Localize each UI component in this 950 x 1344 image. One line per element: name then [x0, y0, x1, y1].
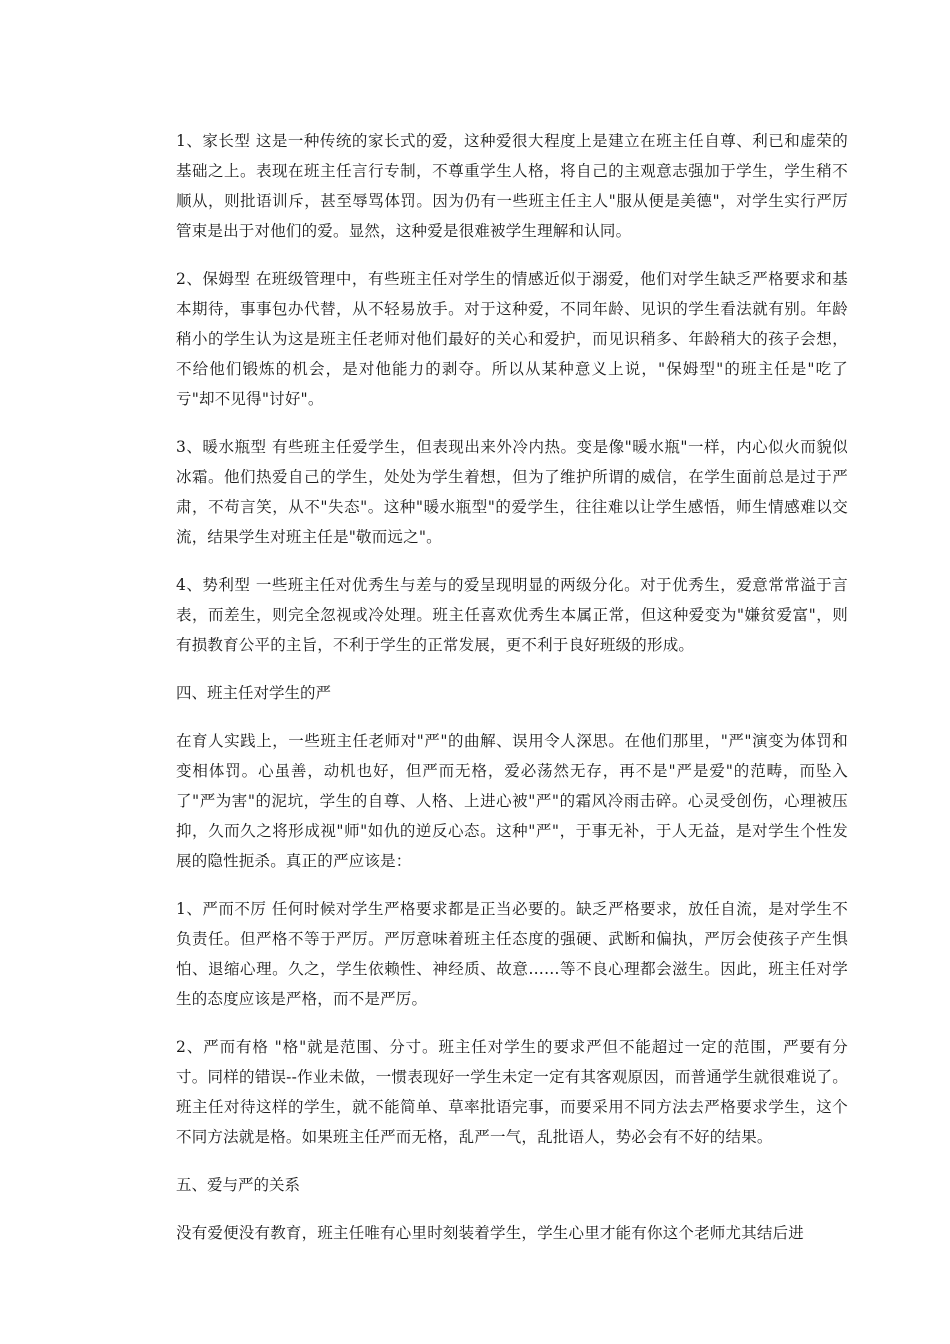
paragraph-strict-with-limits: 2、严而有格 "格"就是范围、分寸。班主任对学生的要求严但不能超过一定的范围，严要有分寸。同样的错误--作业未做，一惯表现好一学生未定一定有其客观原因，而普通学生就很难说了。班主任对待这样的学生，就不能简单、草率批语完事，而要采用不同方法去严格要求学生，这个不同方法就是格。如果班主任严而无格，乱严一气，乱批语人，势必会有不好的结果。 — [176, 1038, 848, 1146]
paragraph-snobbish-type: 4、势利型 一些班主任对优秀生与差与的爱呈现明显的两级分化。对于优秀生，爱意常常溢于言表，而差生，则完全忽视或冷处理。班主任喜欢优秀生本属正常，但这种爱变为"嫌贫爱富"，则有损教育公平的主旨，不利于学生的正常发展，更不利于良好班级的形成。 — [176, 576, 848, 654]
document-body — [176, 126, 848, 1266]
paragraph-no-love-no-education: 没有爱便没有教育，班主任唯有心里时刻装着学生，学生心里才能有你这个老师尤其结后进 — [176, 1224, 805, 1242]
paragraph-thermos-type: 3、暖水瓶型 有些班主任爱学生，但表现出来外冷内热。变是像"暖水瓶"一样，内心似火而貌似冰霜。他们热爱自己的学生，处处为学生着想，但为了维护所谓的威信，在学生面前总是过于严肃，不苟言笑，从不"失态"。这种"暖水瓶型"的爱学生，往往难以让学生感悟，师生情感难以交流，结果学生对班主任是"敬而远之"。 — [176, 438, 848, 546]
paragraph-strict-not-harsh: 1、严而不厉 任何时候对学生严格要求都是正当必要的。缺乏严格要求，放任自流，是对学生不负责任。但严格不等于严厉。严厉意味着班主任态度的强硬、武断和偏执，严厉会使孩子产生惧怕、退缩心理。久之，学生依赖性、神经质、故意……等不良心理都会滋生。因此，班主任对学生的态度应该是严格，而不是严厉。 — [176, 900, 848, 1008]
paragraph-strictness-intro: 在育人实践上，一些班主任老师对"严"的曲解、误用令人深思。在他们那里，"严"演变为体罚和变相体罚。心虽善，动机也好，但严而无格，爱必荡然无存，再不是"严是爱"的范畴，而坠入了"严为害"的泥坑，学生的自尊、人格、上进心被"严"的霜风冷雨击碎。心灵受创伤，心理被压抑，久而久之将形成视"师"如仇的逆反心态。这种"严"，于事无补，于人无益，是对学生个性发展的隐性扼杀。真正的严应该是： — [176, 732, 848, 870]
paragraph-parent-type: 1、家长型 这是一种传统的家长式的爱，这种爱很大程度上是建立在班主任自尊、利已和虚荣的基础之上。表现在班主任言行专制，不尊重学生人格，将自己的主观意志强加于学生，学生稍不顺从，则批语训斥，甚至辱骂体罚。因为仍有一些班主任主人"服从便是美德"，对学生实行严厉管束是出于对他们的爱。显然，这种爱是很难被学生理解和认同。 — [176, 132, 848, 240]
section-heading-strictness: 四、班主任对学生的严 — [176, 684, 332, 702]
paragraph-nanny-type: 2、保姆型 在班级管理中，有些班主任对学生的情感近似于溺爱，他们对学生缺乏严格要求和基本期待，事事包办代替，从不轻易放手。对于这种爱，不同年龄、见识的学生看法就有别。年龄稍小的学生认为这是班主任老师对他们最好的关心和爱护，而见识稍多、年龄稍大的孩子会想，不给他们锻炼的机会，是对他能力的剥夺。所以从某种意义上说，"保姆型"的班主任是"吃了亏"却不见得"讨好"。 — [176, 270, 848, 408]
section-heading-love-and-strictness: 五、爱与严的关系 — [176, 1176, 301, 1194]
